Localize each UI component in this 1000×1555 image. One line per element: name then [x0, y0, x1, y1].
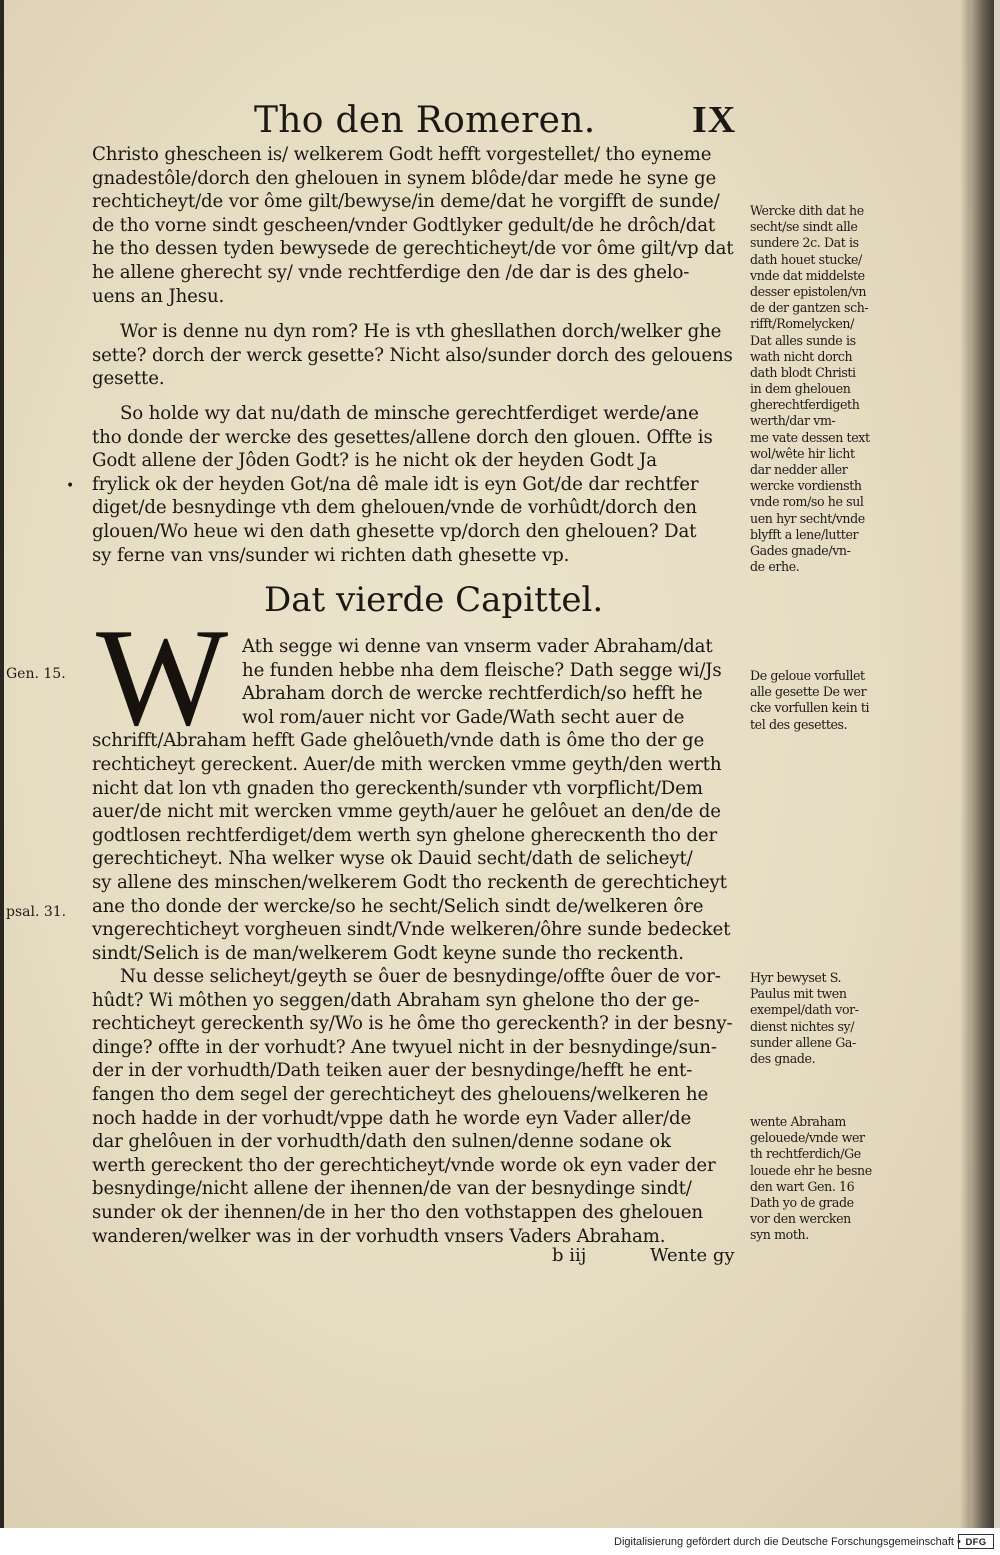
gloss-line: gelouede/vnde wer: [750, 1130, 865, 1146]
gloss-line: Dath yo de grade: [750, 1194, 854, 1210]
text-line: Godt allene der Jôden Godt? is he nicht ok der heyden Godt Ja: [92, 450, 657, 472]
text-line: schrifft/Abraham hefft Gade ghelôueth/vnde dath is ôme tho der ge: [92, 730, 705, 752]
text-line: auer/de nicht mit wercken vmme geyth/auer he gelôuet an den/de de: [92, 801, 721, 823]
text-line: wanderen/welker was in der vorhudth vnsers Vaders Abraham.: [92, 1225, 666, 1247]
gloss-line: me vate dessen text: [750, 429, 870, 445]
gloss-line: werth/dar vm-: [750, 413, 836, 429]
running-head: Tho den Romeren.: [254, 100, 596, 141]
gloss-line: wath nicht dorch: [750, 348, 853, 364]
text-line: nicht dat lon vth gnaden tho gereckenth/sunder vth vorpflicht/Dem: [92, 777, 703, 799]
gloss-line: rifft/Romelycken/: [750, 316, 854, 332]
text-line: glouen/Wo heue wi den dath ghesette vp/dorch den ghelouen? Dat: [92, 520, 697, 542]
text-line: he tho dessen tyden bewysede de gerechticheyt/de vor ôme gilt/vp dat: [92, 238, 734, 260]
page-curvature-shadow: [960, 0, 970, 1528]
catchword: Wente gy: [650, 1245, 735, 1266]
text-line: godtlosen rechtferdiget/dem werth syn ghelone gherecкenth tho der: [92, 824, 718, 846]
text-line: gesette.: [92, 368, 165, 390]
paragraph-block-4: [92, 635, 746, 965]
gloss-line: vor den wercken: [750, 1211, 851, 1227]
gloss-line: desser epistolen/vn: [750, 283, 867, 299]
text-line: der in der vorhudth/Dath teiken auer der besnydinge/hefft he ent-: [92, 1060, 693, 1082]
text-line: rechticheyt gereckenth sy/Wo is he ôme tho gereckenth? in der besny-: [92, 1013, 733, 1035]
text-line: gerechticheyt. Nha welker wyse ok Dauid secht/dath de selicheyt/: [92, 848, 693, 870]
book-page: [4, 0, 994, 1528]
text-line: rechticheyt/de vor ôme gilt/bewyse/in deme/dat he vorgifft de sunde/: [92, 191, 720, 213]
gloss-line: vnde dat middelste: [750, 267, 865, 283]
gloss-line: blyfft a lene/lutter: [750, 526, 859, 542]
marginal-gloss-4: [750, 1114, 900, 1244]
text-line: rechticheyt gereckent. Auer/de mith wercken vmme geyth/den werth: [92, 753, 722, 775]
dfg-logo: DFG: [958, 1534, 994, 1549]
gloss-line: dath blodt Christi: [750, 364, 856, 380]
gloss-line: dar nedder aller: [750, 462, 848, 477]
gloss-line: de erhe.: [750, 559, 800, 575]
gloss-line: secht/se sindt alle: [750, 219, 858, 235]
text-line: Abraham dorch de wercke rechtferdich/so hefft he: [242, 683, 703, 705]
gloss-line: cke vorfullen kein ti: [750, 700, 870, 716]
text-line: besnydinge/nicht allene der ihennen/de van der besnydinge sindt/: [92, 1178, 692, 1200]
text-line: frylick ok der heyden Got/na dê male idt is eyn Got/de dar rechtfer: [92, 473, 699, 495]
marginal-gloss-1: [750, 203, 900, 575]
paragraph-block-2: [92, 320, 746, 391]
text-line: hûdt? Wi môthen yo seggen/dath Abraham syn ghelone tho der ge-: [92, 989, 700, 1011]
text-line: noch hadde in der vorhudt/vppe dath he worde eyn Vader aller/de: [92, 1107, 692, 1129]
gloss-line: alle gesette De wer: [750, 684, 867, 700]
text-line: sette? dorch der werck gesette? Nicht also/sunder dorch des gelouens: [92, 344, 733, 366]
paragraph-block-5: [92, 965, 746, 1248]
gloss-line: Hyr bewyset S.: [750, 970, 842, 985]
gloss-line: wercke vordiensth: [750, 478, 862, 494]
paragraph-block-1: [92, 143, 746, 308]
text-line: sindt/Selich is de man/welkerem Godt keyne sunde tho reckenth.: [92, 942, 684, 964]
gloss-line: sunder allene Ga-: [750, 1034, 856, 1050]
text-line: Nu desse selicheyt/geyth se ôuer de besnydinge/offte ôuer de vor-: [120, 966, 721, 987]
gloss-line: wol/wête hir licht: [750, 445, 855, 461]
text-line: tho donde der wercke des gesettes/allene dorch den glouen. Offte is: [92, 426, 713, 448]
text-line: So holde wy dat nu/dath de minsche gerechtferdiget werde/ane: [120, 403, 699, 424]
gloss-line: gherechtferdigeth: [750, 397, 860, 413]
gloss-line: louede ehr he besne: [750, 1162, 872, 1178]
signature-mark: b iij: [552, 1245, 587, 1266]
gloss-line: Dat alles sunde is: [750, 332, 856, 348]
text-line: sunder ok der ihennen/de in her tho den vothstappen des ghelouen: [92, 1201, 703, 1223]
gloss-line: in dem ghelouen: [750, 381, 851, 397]
gloss-line: vnde rom/so he sul: [750, 494, 864, 510]
gloss-line: wente Abraham: [750, 1114, 846, 1129]
text-line: wol rom/auer nicht vor Gade/Wath secht auer de: [242, 706, 685, 728]
gloss-line: Paulus mit twen: [750, 986, 847, 1002]
text-line: Christo ghescheen is/ welkerem Godt hefft vorgestellet/ tho eyneme: [92, 144, 712, 165]
marginal-gloss-3: [750, 970, 900, 1067]
funding-credit: Digitalisierung gefördert durch die Deutsche Forschungsgemeinschaft •: [614, 1536, 961, 1548]
gloss-line: des gnade.: [750, 1050, 816, 1066]
gloss-line: exempel/dath vor-: [750, 1002, 859, 1018]
marginal-gloss-2: [750, 668, 900, 733]
gloss-line: uen hyr secht/vnde: [750, 510, 865, 526]
text-line: diget/de besnydinge vth dem ghelouen/vnde de vorhûdt/dorch den: [92, 497, 697, 519]
text-line: dar ghelôuen in der vorhudth/dath den sulnen/denne sodane ok: [92, 1131, 671, 1153]
gloss-line: syn moth.: [750, 1227, 809, 1243]
text-line: uens an Jhesu.: [92, 285, 225, 307]
text-line: werth gereckent tho der gerechticheyt/vnde worde ok eyn vader der: [92, 1154, 716, 1176]
text-line: fangen tho dem segel der gerechticheyt des ghelouens/welkeren he: [92, 1083, 709, 1105]
margin-marker: •: [66, 478, 75, 494]
text-line: de tho vorne sindt gescheen/vnder Godtlyker gedult/de he drôch/dat: [92, 214, 716, 236]
text-line: Ath segge wi denne van vnserm vader Abraham/dat: [242, 636, 713, 657]
text-line: gnadestôle/dorch den ghelouen in synem blôde/dar mede he syne ge: [92, 167, 717, 189]
text-line: dinge? offte in der vorhudt? Ane twyuel nicht in der besnydinge/sun-: [92, 1036, 717, 1058]
gloss-line: sundere 2c. Dat is: [750, 235, 859, 251]
paragraph-block-3: [92, 402, 746, 567]
gloss-line: Wercke dith dat he: [750, 203, 864, 218]
gloss-line: Gades gnade/vn-: [750, 542, 851, 558]
gloss-line: dienst nichtes sy/: [750, 1018, 855, 1034]
text-line: sy ferne van vns/sunder wi richten dath ghesette vp.: [92, 544, 570, 566]
text-line: vngerechticheyt vorgheuen sindt/Vnde welkeren/ôhre sunde bedecket: [92, 919, 731, 941]
gloss-line: tel des gesettes.: [750, 716, 848, 732]
text-line: he funden hebbe nha dem fleische? Dath segge wi/Js: [242, 659, 722, 681]
gloss-line: De geloue vorfullet: [750, 668, 865, 683]
text-line: he allene gherecht sy/ vnde rechtferdige den /de dar is des ghelo-: [92, 261, 690, 283]
text-line: sy allene des minschen/welkerem Godt tho reckenth de gerechticheyt: [92, 871, 727, 893]
gloss-line: th rechtferdich/Ge: [750, 1146, 861, 1162]
gloss-line: de der gantzen sch-: [750, 300, 869, 316]
margin-reference-genesis: Gen. 15.: [6, 666, 66, 682]
folio-number: IX: [692, 99, 737, 141]
gloss-line: den wart Gen. 16: [750, 1178, 855, 1194]
text-line: Wor is denne nu dyn rom? He is vth ghesllathen dorch/welker ghe: [120, 321, 722, 342]
margin-reference-psalm: psal. 31.: [6, 904, 67, 920]
binding-edge: [970, 0, 994, 1528]
drop-cap-initial: W: [96, 600, 229, 755]
text-line: ane tho donde der wercke/so he secht/Selich sindt de/welkeren ôre: [92, 895, 704, 917]
chapter-heading: Dat vierde Capittel.: [264, 580, 604, 620]
gloss-line: dath houet stucke/: [750, 251, 862, 267]
